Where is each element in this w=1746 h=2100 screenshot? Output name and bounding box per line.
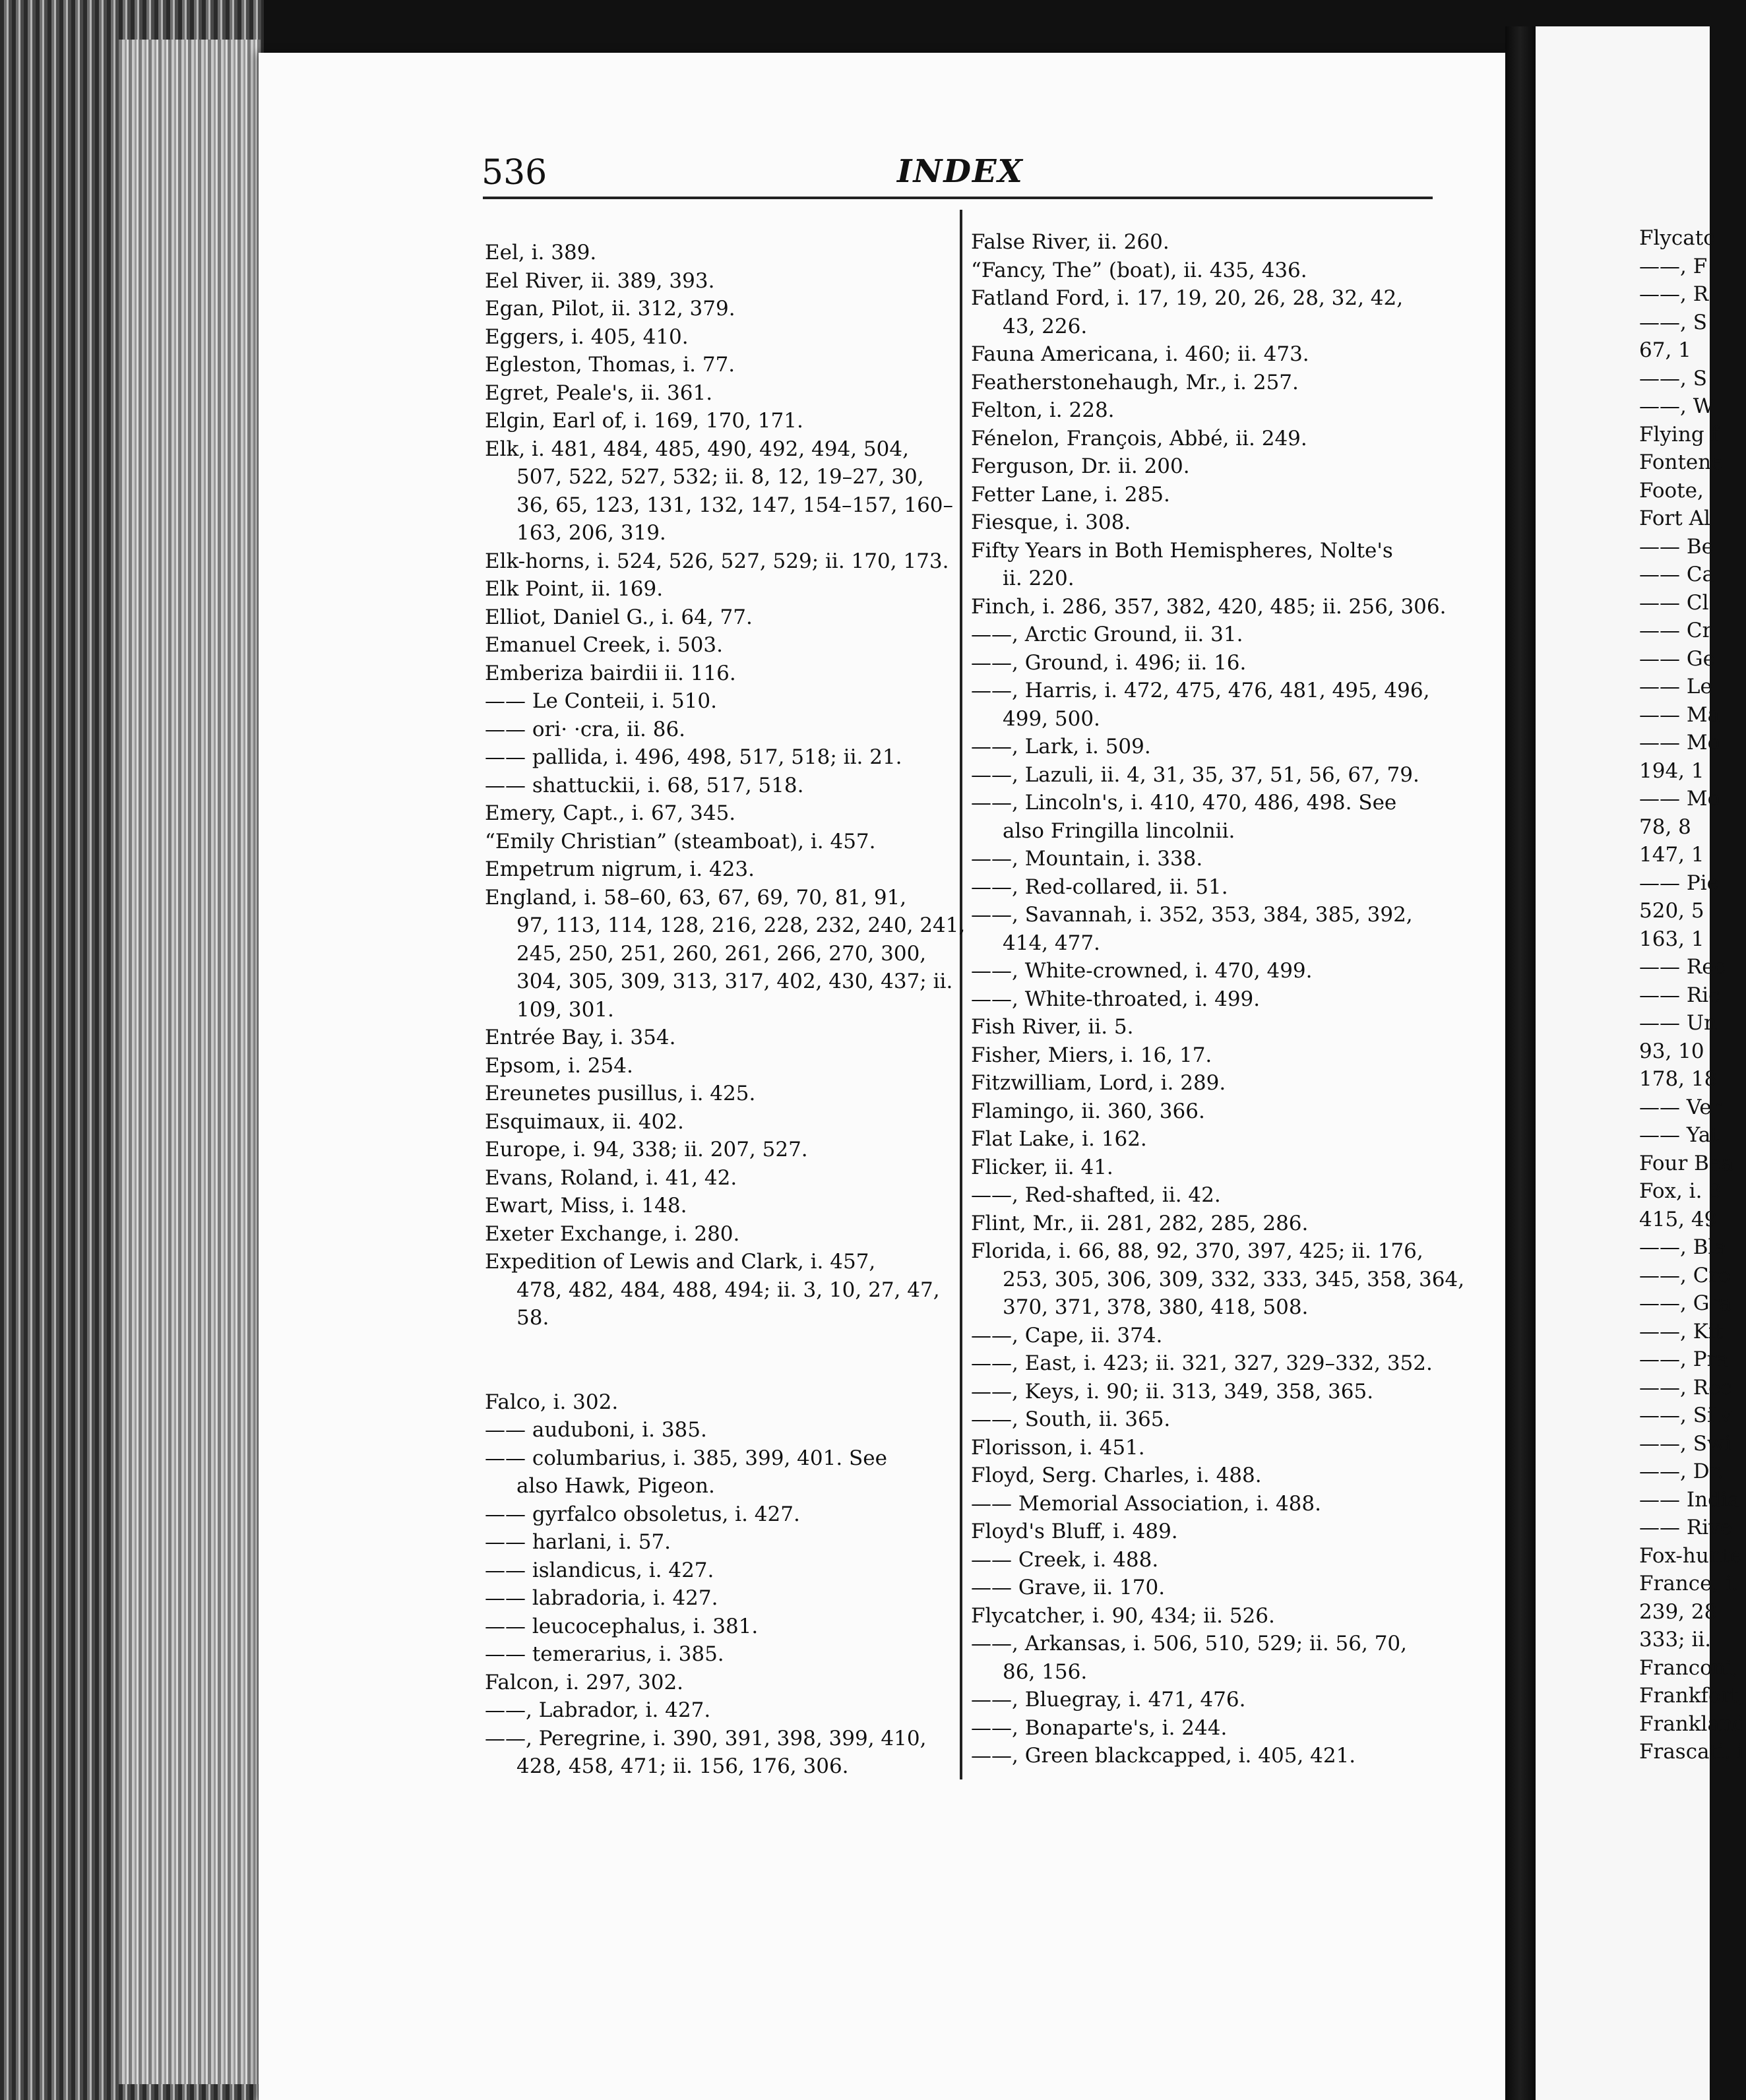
entry-line: “Emily Christian” (steamboat), i. 457. bbox=[485, 829, 876, 853]
index-entry bbox=[485, 631, 966, 660]
index-entry bbox=[485, 1192, 966, 1220]
entry-line: Fauna Americana, i. 460; ii. 473. bbox=[971, 342, 1309, 366]
entry-line: ——, Lark, i. 509. bbox=[971, 735, 1151, 758]
facing-entry-fragment: —— Mo bbox=[1639, 731, 1720, 755]
index-entry bbox=[485, 743, 966, 772]
entry-continuation: 428, 458, 471; ii. 156, 176, 306. bbox=[516, 1754, 849, 1778]
index-entry bbox=[485, 1500, 966, 1529]
entry-continuation: also Fringilla lincolnii. bbox=[1003, 818, 1235, 843]
index-entry bbox=[485, 716, 966, 744]
entry-line: Eel, i. 389. bbox=[485, 241, 597, 264]
index-entry bbox=[971, 369, 1459, 397]
facing-entry-fragment: Foote, bbox=[1639, 478, 1704, 503]
facing-entry-fragment: ——, Kit bbox=[1639, 1319, 1724, 1343]
page-number: 536 bbox=[482, 153, 547, 193]
index-entry bbox=[485, 351, 966, 379]
index-entry bbox=[971, 1405, 1459, 1434]
entry-line: ——, East, i. 423; ii. 321, 327, 329–332, 352. bbox=[971, 1351, 1433, 1375]
index-entry bbox=[971, 340, 1459, 369]
facing-entry-fragment: —— India bbox=[1639, 1487, 1740, 1512]
index-entry bbox=[485, 1584, 966, 1613]
facing-entry-fragment: Fontene bbox=[1639, 450, 1724, 474]
facing-entry-fragment: ——, W bbox=[1639, 394, 1714, 418]
entry-line: Emanuel Creek, i. 503. bbox=[485, 633, 723, 657]
facing-entry-fragment: —— Be bbox=[1639, 534, 1714, 559]
entry-line: ——, Cape, ii. 374. bbox=[971, 1323, 1163, 1347]
entry-line: Eggers, i. 405, 410. bbox=[485, 324, 689, 349]
entry-line: ——, Lazuli, ii. 4, 31, 35, 37, 51, 56, 67, 79. bbox=[971, 762, 1419, 787]
index-entry bbox=[485, 687, 966, 716]
facing-page-entries bbox=[1639, 224, 1746, 1766]
index-entry bbox=[971, 649, 1459, 677]
facing-entry-fragment: ——, S bbox=[1639, 310, 1707, 334]
facing-entry-fragment: 520, 5 bbox=[1639, 899, 1704, 923]
index-entry bbox=[971, 1237, 1465, 1322]
entry-line: Elliot, Daniel G., i. 64, 77. bbox=[485, 605, 753, 629]
entry-line: —— leucocephalus, i. 381. bbox=[485, 1614, 759, 1638]
entry-continuation: 43, 226. bbox=[1003, 314, 1088, 338]
facing-page-column bbox=[1639, 224, 1746, 1766]
facing-entry-fragment: 178, 18 bbox=[1639, 1067, 1718, 1091]
entry-continuation: 109, 301. bbox=[516, 997, 614, 1022]
index-entry bbox=[971, 1097, 1459, 1126]
index-entry bbox=[485, 855, 966, 884]
facing-entry-fragment: 333; ii. bbox=[1639, 1628, 1712, 1652]
facing-entry-fragment: Franconi, bbox=[1639, 1655, 1739, 1680]
entry-continuation: 499, 500. bbox=[1003, 706, 1100, 731]
entry-line: ——, White-crowned, i. 470, 499. bbox=[971, 959, 1313, 983]
index-entry bbox=[971, 1322, 1459, 1350]
entry-line: Fisher, Miers, i. 16, 17. bbox=[971, 1043, 1212, 1067]
entry-line: Empetrum nigrum, i. 423. bbox=[485, 857, 755, 881]
facing-entry-fragment: ——, R bbox=[1639, 282, 1709, 306]
entry-line: Fish River, ii. 5. bbox=[971, 1015, 1134, 1039]
entry-line: ——, Red-collared, ii. 51. bbox=[971, 875, 1228, 899]
facing-entry-fragment: ——, Bla bbox=[1639, 1235, 1727, 1259]
entry-line: Expedition of Lewis and Clark, i. 457, bbox=[485, 1250, 876, 1274]
facing-entry-fragment: ——, S bbox=[1639, 366, 1707, 390]
entry-line: Florida, i. 66, 88, 92, 370, 397, 425; ii. 176, bbox=[971, 1239, 1423, 1263]
entry-continuation: 58. bbox=[516, 1306, 549, 1330]
entry-line: Emery, Capt., i. 67, 345. bbox=[485, 801, 736, 825]
facing-entry-fragment: —— Cr bbox=[1639, 619, 1712, 642]
entry-line: ——, Keys, i. 90; ii. 313, 349, 358, 365. bbox=[971, 1379, 1374, 1404]
index-entry bbox=[485, 295, 966, 323]
entry-line: Emberiza bairdii ii. 116. bbox=[485, 661, 736, 685]
entry-continuation: 86, 156. bbox=[1003, 1659, 1088, 1684]
index-entry bbox=[485, 1080, 966, 1108]
index-entry bbox=[971, 1378, 1459, 1406]
index-entry bbox=[485, 1444, 966, 1500]
entry-line: Featherstonehaugh, Mr., i. 257. bbox=[971, 370, 1299, 394]
index-entry bbox=[971, 985, 1459, 1014]
entry-line: —— shattuckii, i. 68, 517, 518. bbox=[485, 773, 804, 797]
facing-entry-fragment: 78, 8 bbox=[1639, 815, 1691, 839]
index-entry bbox=[485, 547, 966, 576]
index-entry bbox=[971, 452, 1459, 481]
index-entry bbox=[485, 1725, 966, 1781]
entry-line: —— Le Conteii, i. 510. bbox=[485, 689, 717, 713]
index-entry bbox=[485, 884, 966, 1024]
index-entry bbox=[971, 396, 1459, 425]
entry-line: —— labradoria, i. 427. bbox=[485, 1586, 718, 1610]
index-entry bbox=[971, 733, 1459, 761]
entry-line: Elk, i. 481, 484, 485, 490, 492, 494, 504, bbox=[485, 437, 909, 461]
entry-line: Fetter Lane, i. 285. bbox=[971, 482, 1170, 507]
entry-line: ——, Green blackcapped, i. 405, 421. bbox=[971, 1744, 1356, 1768]
running-header: INDEX bbox=[897, 153, 1024, 190]
index-entry bbox=[485, 660, 966, 688]
index-entry bbox=[971, 761, 1459, 789]
entry-continuation: 478, 482, 484, 488, 494; ii. 3, 10, 27, 47, bbox=[516, 1278, 940, 1302]
facing-entry-fragment: 67, 1 bbox=[1639, 338, 1691, 362]
index-entry bbox=[971, 1490, 1459, 1518]
index-entry bbox=[971, 425, 1459, 453]
entry-line: ——, Red-shafted, ii. 42. bbox=[971, 1183, 1221, 1207]
facing-entry-fragment: ——, Pra bbox=[1639, 1347, 1729, 1371]
entry-line: —— auduboni, i. 385. bbox=[485, 1418, 707, 1442]
facing-entry-fragment: Fox-hunte bbox=[1639, 1543, 1743, 1568]
index-entry bbox=[485, 1613, 966, 1641]
index-entry bbox=[971, 1210, 1459, 1238]
facing-entry-fragment: Frankfort, bbox=[1639, 1684, 1745, 1708]
entry-line: —— islandicus, i. 427. bbox=[485, 1558, 714, 1582]
entry-line: Flint, Mr., ii. 281, 282, 285, 286. bbox=[971, 1211, 1309, 1235]
index-entries-e bbox=[485, 239, 966, 1332]
entry-line: Fitzwilliam, Lord, i. 289. bbox=[971, 1071, 1226, 1095]
entry-line: ——, Ground, i. 496; ii. 16. bbox=[971, 650, 1247, 675]
facing-entry-fragment: ——, F bbox=[1639, 254, 1708, 278]
entry-line: Ewart, Miss, i. 148. bbox=[485, 1194, 687, 1218]
facing-entry-fragment: —— Le bbox=[1639, 675, 1712, 698]
index-entry bbox=[971, 1686, 1459, 1714]
entry-line: Ferguson, Dr. ii. 200. bbox=[971, 454, 1190, 478]
index-entry bbox=[485, 603, 966, 632]
entry-line: Fiesque, i. 308. bbox=[971, 510, 1131, 534]
index-entry bbox=[485, 575, 966, 603]
facing-entry-fragment: —— Ma bbox=[1639, 702, 1720, 727]
entry-line: Eel River, ii. 389, 393. bbox=[485, 268, 715, 293]
index-entry bbox=[485, 1108, 966, 1136]
index-entry bbox=[485, 1416, 966, 1444]
entry-line: —— temerarius, i. 385. bbox=[485, 1642, 724, 1666]
section-gap bbox=[485, 1332, 966, 1388]
index-entry bbox=[971, 1462, 1459, 1490]
index-entry bbox=[971, 593, 1459, 621]
index-entry bbox=[485, 1136, 966, 1164]
index-entry bbox=[971, 621, 1459, 649]
facing-entry-fragment: Frankland bbox=[1639, 1712, 1746, 1736]
entry-continuation: 370, 371, 378, 380, 418, 508. bbox=[1003, 1295, 1309, 1319]
entry-line: False River, ii. 260. bbox=[971, 230, 1169, 254]
index-entry bbox=[971, 1013, 1459, 1041]
entry-line: ——, Savannah, i. 352, 353, 384, 385, 392, bbox=[971, 903, 1413, 927]
index-column-2 bbox=[971, 228, 1465, 1770]
entry-line: ——, Bluegray, i. 471, 476. bbox=[971, 1688, 1246, 1712]
index-entry bbox=[485, 828, 966, 856]
facing-entry-fragment: 194, 1 bbox=[1639, 758, 1704, 783]
entry-line: ——, Peregrine, i. 390, 391, 398, 399, 410, bbox=[485, 1726, 927, 1750]
entry-continuation: 253, 305, 306, 309, 332, 333, 345, 358, 364, bbox=[1003, 1267, 1465, 1291]
index-entry bbox=[971, 1742, 1459, 1770]
facing-entry-fragment: —— Cl bbox=[1639, 590, 1709, 615]
entry-line: Europe, i. 94, 338; ii. 207, 527. bbox=[485, 1138, 808, 1161]
facing-entry-fragment: ——, Gra bbox=[1639, 1291, 1731, 1315]
index-entry bbox=[971, 1602, 1459, 1630]
index-entry bbox=[485, 407, 966, 435]
entry-line: —— Creek, i. 488. bbox=[971, 1547, 1159, 1572]
index-entry bbox=[485, 1164, 966, 1192]
index-entry bbox=[485, 1388, 966, 1417]
facing-entry-fragment: 147, 1 bbox=[1639, 843, 1704, 867]
index-entry bbox=[971, 677, 1459, 733]
facing-entry-fragment: France, i. bbox=[1639, 1572, 1738, 1595]
facing-entry-fragment: ——, Cro bbox=[1639, 1263, 1731, 1287]
entry-line: Fifty Years in Both Hemispheres, Nolte's bbox=[971, 538, 1393, 563]
entry-continuation: 163, 206, 319. bbox=[516, 521, 666, 545]
entry-line: ——, Labrador, i. 427. bbox=[485, 1698, 711, 1722]
entry-line: —— Grave, ii. 170. bbox=[971, 1576, 1166, 1599]
entry-continuation: 97, 113, 114, 128, 216, 228, 232, 240, 241, bbox=[516, 913, 966, 937]
index-entry bbox=[971, 1154, 1459, 1182]
entry-line: Elk-horns, i. 524, 526, 527, 529; ii. 170, 173. bbox=[485, 549, 949, 573]
facing-entry-fragment: —— Ver bbox=[1639, 1095, 1722, 1119]
entry-line: Falcon, i. 297, 302. bbox=[485, 1670, 684, 1694]
facing-entry-fragment: Frascati, i bbox=[1639, 1740, 1744, 1764]
entry-line: ——, Arctic Ground, ii. 31. bbox=[971, 623, 1243, 646]
index-entry bbox=[971, 228, 1459, 257]
index-entry bbox=[485, 1024, 966, 1052]
facing-entry-fragment: 415, 49 bbox=[1639, 1207, 1718, 1231]
index-entry bbox=[971, 1125, 1459, 1154]
index-entry bbox=[971, 509, 1459, 537]
facing-entry-fragment: ——, Rec bbox=[1639, 1375, 1732, 1400]
facing-entry-fragment: —— Rive bbox=[1639, 1516, 1732, 1539]
entry-line: Elk Point, ii. 169. bbox=[485, 577, 664, 601]
facing-entry-fragment: Flycatc bbox=[1639, 226, 1715, 250]
entry-line: “Fancy, The” (boat), ii. 435, 436. bbox=[971, 258, 1307, 282]
index-column-1 bbox=[485, 239, 966, 1781]
index-entry bbox=[971, 1181, 1459, 1210]
entry-line: ——, Harris, i. 472, 475, 476, 481, 495, 496, bbox=[971, 679, 1430, 702]
index-entry bbox=[971, 1041, 1459, 1070]
entry-line: Floyd, Serg. Charles, i. 488. bbox=[971, 1464, 1262, 1487]
entry-line: Ereunetes pusillus, i. 425. bbox=[485, 1082, 756, 1105]
entry-line: Flat Lake, i. 162. bbox=[971, 1127, 1147, 1151]
index-entry bbox=[485, 799, 966, 828]
index-entry bbox=[485, 267, 966, 295]
facing-entry-fragment: —— Ca bbox=[1639, 563, 1715, 586]
entry-line: —— columbarius, i. 385, 399, 401. See bbox=[485, 1446, 887, 1470]
entry-line: Egan, Pilot, ii. 312, 379. bbox=[485, 297, 735, 321]
entry-continuation: 507, 522, 527, 532; ii. 8, 12, 19–27, 30, bbox=[516, 465, 924, 489]
entry-line: Flicker, ii. 41. bbox=[971, 1155, 1113, 1179]
index-entry bbox=[971, 284, 1459, 340]
index-entry bbox=[971, 1574, 1459, 1602]
index-entries-falco bbox=[485, 1388, 966, 1781]
index-entry bbox=[971, 1546, 1459, 1574]
entry-line: Floyd's Bluff, i. 489. bbox=[971, 1520, 1178, 1543]
index-entry bbox=[971, 481, 1459, 509]
index-entry bbox=[485, 1669, 966, 1697]
entry-line: Felton, i. 228. bbox=[971, 398, 1115, 422]
index-entry bbox=[971, 537, 1459, 593]
index-entry bbox=[971, 1714, 1459, 1743]
index-entry bbox=[971, 901, 1459, 957]
entry-line: ——, Mountain, i. 338. bbox=[971, 847, 1203, 871]
facing-entry-fragment: 239, 28 bbox=[1639, 1599, 1718, 1624]
entry-line: Egret, Peale's, ii. 361. bbox=[485, 381, 713, 405]
index-entries-f bbox=[971, 228, 1465, 1770]
entry-line: Flycatcher, i. 90, 434; ii. 526. bbox=[971, 1603, 1275, 1628]
entry-line: Exeter Exchange, i. 280. bbox=[485, 1221, 740, 1246]
facing-entry-fragment: ——, Swi bbox=[1639, 1431, 1731, 1456]
entry-line: Flamingo, ii. 360, 366. bbox=[971, 1099, 1205, 1123]
facing-entry-fragment: Four Bea bbox=[1639, 1151, 1733, 1175]
index-entry bbox=[971, 845, 1459, 873]
facing-entry-fragment: —— Yat bbox=[1639, 1123, 1719, 1147]
facing-entry-fragment: Flying f bbox=[1639, 422, 1718, 447]
facing-entry-fragment: Fox, i. 3 bbox=[1639, 1179, 1722, 1203]
entry-continuation: also Hawk, Pigeon. bbox=[516, 1474, 715, 1498]
entry-line: Evans, Roland, i. 41, 42. bbox=[485, 1165, 737, 1190]
entry-line: Falco, i. 302. bbox=[485, 1390, 619, 1414]
entry-line: Entrée Bay, i. 354. bbox=[485, 1026, 676, 1049]
entry-line: —— pallida, i. 496, 498, 517, 518; ii. 21. bbox=[485, 745, 902, 769]
entry-line: —— harlani, i. 57. bbox=[485, 1530, 671, 1554]
index-entry bbox=[971, 1518, 1459, 1546]
entry-continuation: 36, 65, 123, 131, 132, 147, 154–157, 160– bbox=[516, 493, 954, 517]
index-entry bbox=[971, 1630, 1459, 1686]
facing-entry-fragment: —— Rec bbox=[1639, 955, 1726, 979]
facing-entry-fragment: ——, Silv bbox=[1639, 1404, 1732, 1427]
facing-entry-fragment: Fort Al bbox=[1639, 507, 1710, 530]
index-entry bbox=[485, 1640, 966, 1669]
entry-line: Finch, i. 286, 357, 382, 420, 485; ii. 256, 306. bbox=[971, 594, 1447, 619]
facing-entry-fragment: —— Un bbox=[1639, 1011, 1717, 1035]
facing-entry-fragment: ——, Dr. bbox=[1639, 1460, 1724, 1483]
index-entry bbox=[971, 957, 1459, 985]
index-entry bbox=[485, 379, 966, 408]
entry-line: ——, Lincoln's, i. 410, 470, 486, 498. See bbox=[971, 791, 1397, 815]
index-entry bbox=[485, 1528, 966, 1557]
index-entry bbox=[971, 257, 1459, 285]
header-rule bbox=[483, 197, 1433, 199]
entry-line: ——, White-throated, i. 499. bbox=[971, 987, 1261, 1011]
index-entry bbox=[485, 323, 966, 352]
entry-continuation: 245, 250, 251, 260, 261, 266, 270, 300, bbox=[516, 941, 927, 966]
index-entry bbox=[485, 435, 966, 547]
facing-entry-fragment: —— Ric bbox=[1639, 983, 1720, 1007]
entry-line: Fatland Ford, i. 17, 19, 20, 26, 28, 32, 42, bbox=[971, 286, 1404, 310]
entry-line: ——, South, ii. 365. bbox=[971, 1407, 1171, 1431]
entry-line: Fénelon, François, Abbé, ii. 249. bbox=[971, 426, 1307, 450]
index-entry bbox=[485, 1696, 966, 1725]
index-entry bbox=[485, 772, 966, 800]
entry-line: —— gyrfalco obsoletus, i. 427. bbox=[485, 1502, 800, 1526]
facing-entry-fragment: —— Ge bbox=[1639, 646, 1715, 671]
entry-line: ——, Bonaparte's, i. 244. bbox=[971, 1715, 1228, 1740]
entry-line: Esquimaux, ii. 402. bbox=[485, 1109, 684, 1134]
facing-entry-fragment: —— Mo bbox=[1639, 787, 1720, 811]
page-edges-stack bbox=[119, 40, 261, 2084]
entry-continuation: ii. 220. bbox=[1003, 567, 1075, 590]
entry-line: —— ori· ·cra, ii. 86. bbox=[485, 717, 686, 741]
index-entry bbox=[485, 1220, 966, 1249]
index-entry bbox=[971, 1434, 1459, 1462]
index-entry bbox=[485, 1248, 966, 1332]
entry-line: ——, Arkansas, i. 506, 510, 529; ii. 56, 70, bbox=[971, 1632, 1407, 1655]
facing-entry-fragment: 163, 1 bbox=[1639, 927, 1704, 951]
entry-line: Egleston, Thomas, i. 77. bbox=[485, 353, 735, 377]
index-entry bbox=[485, 239, 966, 267]
facing-entry-fragment: —— Pie bbox=[1639, 871, 1719, 895]
index-entry bbox=[971, 873, 1459, 902]
entry-line: Epsom, i. 254. bbox=[485, 1053, 633, 1078]
index-entry bbox=[971, 1349, 1459, 1378]
index-entry bbox=[971, 789, 1459, 845]
index-entry bbox=[971, 1069, 1459, 1097]
book-gutter bbox=[1505, 26, 1536, 2100]
entry-line: —— Memorial Association, i. 488. bbox=[971, 1491, 1321, 1516]
entry-line: England, i. 58–60, 63, 67, 69, 70, 81, 91, bbox=[485, 885, 907, 910]
entry-continuation: 414, 477. bbox=[1003, 931, 1100, 955]
entry-line: Elgin, Earl of, i. 169, 170, 171. bbox=[485, 409, 803, 433]
index-entry bbox=[485, 1557, 966, 1585]
index-entry bbox=[485, 1052, 966, 1080]
entry-continuation: 304, 305, 309, 313, 317, 402, 430, 437; ii. bbox=[516, 970, 953, 993]
entry-line: Florisson, i. 451. bbox=[971, 1435, 1145, 1460]
facing-entry-fragment: 93, 10 bbox=[1639, 1039, 1704, 1063]
